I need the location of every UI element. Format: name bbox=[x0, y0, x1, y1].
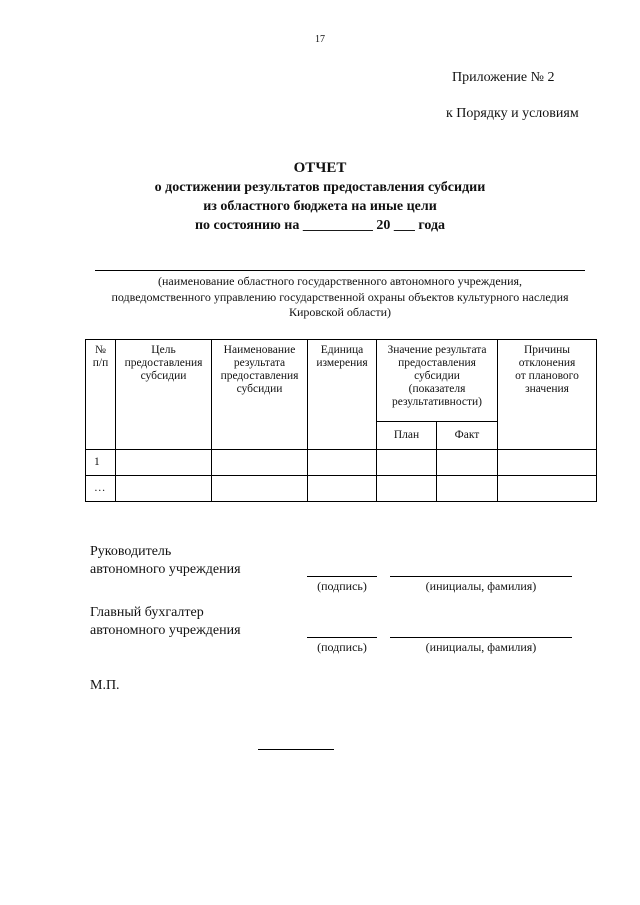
caption-line: (наименование областного государственного автономного учреждения, bbox=[157, 274, 523, 288]
accountant-signature-line[interactable] bbox=[307, 637, 377, 638]
caption-line: подведомственного управлению государственной охраны объектов культурного наследия bbox=[111, 289, 569, 304]
director-name-line[interactable] bbox=[390, 576, 572, 577]
subtitle-line: из областного бюджета на иные цели bbox=[203, 199, 437, 214]
director-name-caption: (инициалы, фамилия) bbox=[425, 579, 537, 593]
accountant-org: автономного учреждения bbox=[90, 623, 241, 638]
header-reasons: Причины отклонения от планового значения bbox=[498, 340, 597, 450]
table-cell[interactable] bbox=[116, 476, 212, 502]
table-cell[interactable] bbox=[498, 450, 597, 476]
report-subtitle bbox=[0, 178, 640, 235]
annex-reference: к Порядку и условиям bbox=[446, 106, 579, 121]
stamp-label: М.П. bbox=[90, 678, 120, 693]
header-goal: Цель предоставления субсидии bbox=[116, 340, 212, 450]
table-cell[interactable] bbox=[437, 450, 498, 476]
organization-name-line bbox=[95, 270, 585, 271]
table-cell[interactable] bbox=[377, 476, 437, 502]
accountant-name-caption: (инициалы, фамилия) bbox=[425, 640, 537, 654]
annex-title: Приложение № 2 bbox=[452, 70, 555, 85]
table-cell[interactable] bbox=[377, 450, 437, 476]
director-signature-caption: (подпись) bbox=[317, 579, 367, 593]
director-label bbox=[90, 543, 241, 579]
table-cell[interactable] bbox=[212, 476, 308, 502]
header-result-value: Значение результата предоставления субсидии (показателя результативности) bbox=[377, 340, 498, 422]
closing-line bbox=[258, 749, 334, 750]
accountant-signature-caption: (подпись) bbox=[317, 640, 367, 654]
director-org: автономного учреждения bbox=[90, 562, 241, 577]
organization-caption bbox=[80, 274, 600, 321]
table-cell[interactable] bbox=[308, 450, 377, 476]
header-result-name: Наименование результата предоставления субсидии bbox=[212, 340, 308, 450]
accountant-title: Главный бухгалтер bbox=[90, 605, 204, 620]
report-title: ОТЧЕТ bbox=[293, 160, 347, 176]
subtitle-line: о достижении результатов предоставления субсидии bbox=[154, 180, 486, 195]
subtitle-line: по состоянию на __________ 20 ___ года bbox=[194, 218, 446, 233]
header-unit: Единица измерения bbox=[308, 340, 377, 450]
table-cell[interactable] bbox=[308, 476, 377, 502]
table-row bbox=[86, 450, 597, 476]
report-table bbox=[85, 339, 597, 502]
header-fact: Факт bbox=[437, 422, 498, 450]
table-cell[interactable] bbox=[116, 450, 212, 476]
table-cell[interactable] bbox=[437, 476, 498, 502]
table-cell[interactable]: … bbox=[86, 476, 116, 502]
header-plan: План bbox=[377, 422, 437, 450]
header-number: № п/п bbox=[86, 340, 116, 450]
caption-line: Кировской области) bbox=[288, 305, 392, 319]
page-number: 17 bbox=[315, 34, 325, 45]
director-signature-line[interactable] bbox=[307, 576, 377, 577]
table-cell[interactable] bbox=[212, 450, 308, 476]
table-cell[interactable]: 1 bbox=[86, 450, 116, 476]
table-row bbox=[86, 476, 597, 502]
accountant-name-line[interactable] bbox=[390, 637, 572, 638]
accountant-label bbox=[90, 604, 241, 640]
table-cell[interactable] bbox=[498, 476, 597, 502]
director-title: Руководитель bbox=[90, 544, 172, 559]
